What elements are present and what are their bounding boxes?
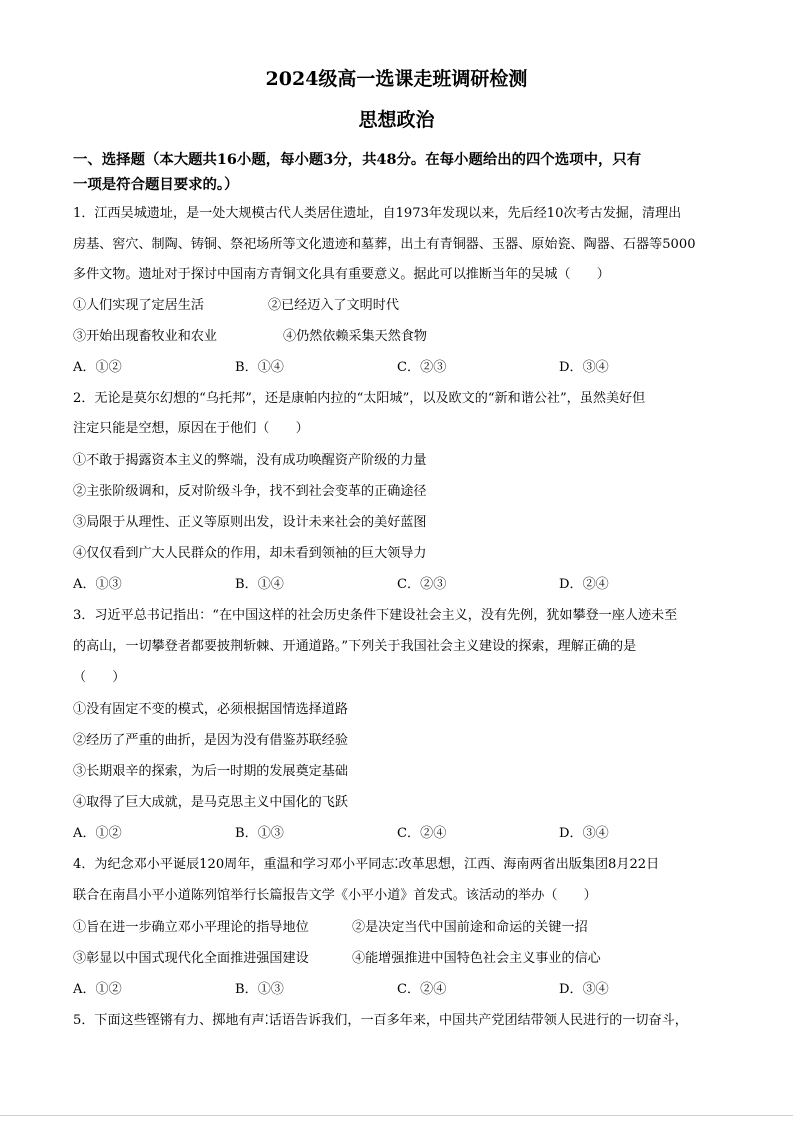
q2-choice-c[interactable]: C．②③ — [397, 577, 447, 592]
q3-item-2: ②经历了严重的曲折，是因为没有借鉴苏联经验 — [73, 733, 348, 748]
q3-item-4: ④取得了巨大成就，是马克思主义中国化的飞跃 — [73, 795, 348, 810]
q4-item-4: ④能增强推进中国特色社会主义事业的信心 — [352, 951, 601, 966]
q2-stem-line-1: 2．无论是莫尔幻想的“乌托邦”，还是康帕内拉的“太阳城”，以及欧文的“新和谐公社”，虽然美好但 — [73, 391, 646, 406]
q4-stem-line-1: 4．为纪念邓小平诞辰120周年，重温和学习邓小平同志⁚改革思想，江西、海南两省出版集团8月22日 — [73, 857, 660, 872]
q4-item-1: ①旨在进一步确立邓小平理论的指导地位 — [73, 920, 309, 935]
q3-stem-line-1: 3．习近平总书记指出：“在中国这样的社会历史条件下建设社会主义，没有先例，犹如攀登一座人迹未至 — [73, 608, 678, 623]
q1-stem-line-1: 1．江西吴城遗址，是一处大规模古代人类居住遗址，自1973年发现以来，先后经10次考古发掘，清理出 — [73, 206, 682, 221]
q4-choice-c[interactable]: C．②④ — [397, 982, 447, 997]
q2-choice-b[interactable]: B．①④ — [235, 577, 284, 592]
q4-choice-b[interactable]: B．①③ — [235, 982, 284, 997]
q1-item-2: ②已经迈入了文明时代 — [268, 298, 399, 313]
q3-item-1: ①没有固定不变的模式，必须根据国情选择道路 — [73, 702, 348, 717]
q2-choice-a[interactable]: A．①③ — [73, 577, 122, 592]
q1-choice-b[interactable]: B．①④ — [235, 360, 284, 375]
exam-title: 2024级高一选课走班调研检测 — [265, 68, 528, 90]
q3-choice-b[interactable]: B．①③ — [235, 826, 284, 841]
q1-item-3: ③开始出现畜牧业和农业 — [73, 329, 218, 344]
q1-item-4: ④仍然依赖采集天然食物 — [283, 329, 428, 344]
q3-choice-c[interactable]: C．②④ — [397, 826, 447, 841]
q3-stem-line-2: 的高山，一切攀登者都要披荆斩棘、开通道路。”下列关于我国社会主义建设的探索，理解正确的是 — [73, 639, 637, 654]
q1-item-1: ①人们实现了定居生活 — [73, 298, 204, 313]
q5-stem-line-1: 5．下面这些铿锵有力、掷地有声⁚话语告诉我们，一百多年来，中国共产党团结带领人民进行的一切奋斗， — [73, 1013, 688, 1028]
q4-item-3: ③彰显以中国式现代化全面推进强国建设 — [73, 951, 309, 966]
q4-stem-line-2: 联合在南昌小平小道陈列馆举行长篇报告文学《小平小道》首发式。该活动的举办（ ） — [73, 888, 597, 903]
q4-choice-d[interactable]: D．③④ — [559, 982, 609, 997]
section-heading-line-1: 一、选择题（本大题共16小题，每小题3分，共48分。在每小题给出的四个选项中，只有 — [73, 151, 642, 168]
subject-title: 思想政治 — [358, 109, 435, 131]
q3-choice-a[interactable]: A．①② — [73, 826, 122, 841]
q1-stem-line-3: 多件文物。遗址对于探讨中国南方青铜文化具有重要意义。据此可以推断当年的吴城（ ） — [73, 267, 610, 282]
q3-stem-line-3: （ ） — [73, 670, 126, 685]
q2-stem-line-2: 注定只能是空想，原因在于他们（ ） — [73, 421, 309, 436]
q2-choice-d[interactable]: D．②④ — [559, 577, 609, 592]
q4-item-2: ②是决定当代中国前途和命运的关键一招 — [352, 920, 588, 935]
page-bottom-divider — [0, 1115, 793, 1116]
q2-item-4: ④仅仅看到广大人民群众的作用，却未看到领袖的巨大领导力 — [73, 546, 427, 561]
q1-choice-d[interactable]: D．③④ — [559, 360, 609, 375]
section-heading-line-2: 一项是符合题目要求的。） — [73, 176, 239, 193]
q3-item-3: ③长期艰辛的探索，为后一时期的发展奠定基础 — [73, 764, 348, 779]
q1-stem-line-2: 房基、窖穴、制陶、铸铜、祭祀场所等文化遗迹和墓葬，出土有青铜器、玉器、原始瓷、陶器、石器等5000 — [73, 237, 696, 252]
q1-choice-a[interactable]: A．①② — [73, 360, 122, 375]
q4-choice-a[interactable]: A．①② — [73, 982, 122, 997]
q3-choice-d[interactable]: D．③④ — [559, 826, 609, 841]
q2-item-2: ②主张阶级调和，反对阶级斗争，找不到社会变革的正确途径 — [73, 484, 427, 499]
q2-item-1: ①不敢于揭露资本主义的弊端，没有成功唤醒资产阶级的力量 — [73, 453, 427, 468]
q2-item-3: ③局限于从理性、正义等原则出发，设计未来社会的美好蓝图 — [73, 515, 427, 530]
q1-choice-c[interactable]: C．②③ — [397, 360, 447, 375]
